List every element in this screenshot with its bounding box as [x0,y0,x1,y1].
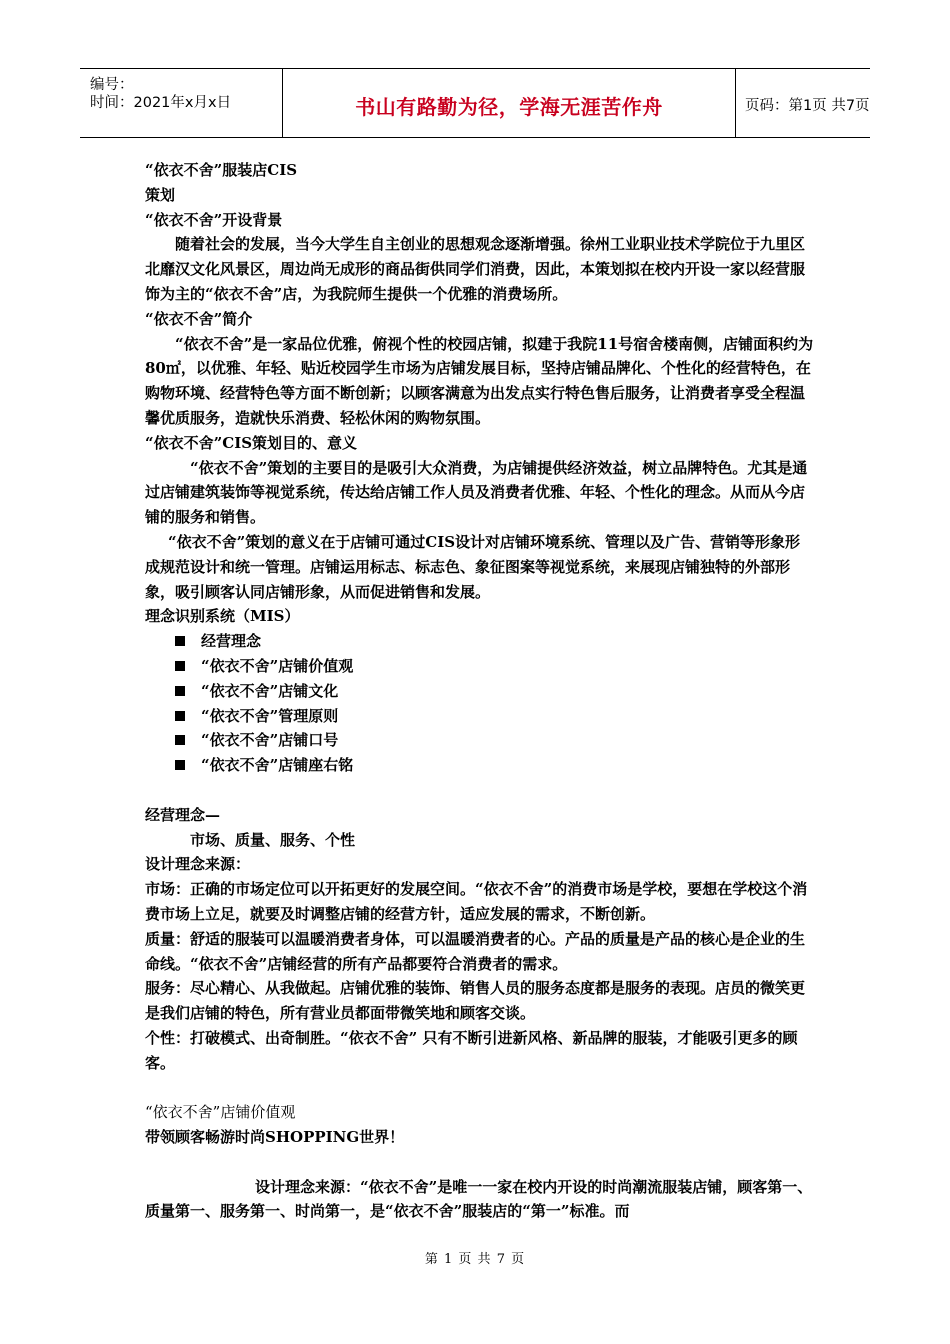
list-item: 经营理念 [145,629,815,654]
doc-title-line2: 策划 [145,185,176,204]
mis-bullet-list [145,629,815,778]
header-motto-cell [282,69,736,137]
list-item: “依衣不舍”管理原则 [145,704,815,729]
paragraph-market: 市场：正确的市场定位可以开拓更好的发展空间。“依衣不舍”的消费市场是学校，要想在学校这个消费市场上立足，就要及时调整店铺的经营方针，适应发展的需求，不断创新。 [145,880,808,923]
heading-intro: “依衣不舍”简介 [145,309,253,328]
document-number-label: 编号： [90,77,134,93]
list-item: “依衣不舍”店铺口号 [145,728,815,753]
header-page-info: 页码：第1页 共7页 [745,98,870,114]
heading-source: 设计理念来源： [145,855,251,874]
bullet-square-icon [175,711,185,721]
header-page-cell [735,69,870,137]
heading-background: “依衣不舍”开设背景 [145,210,283,229]
page-footer: 第 1 页 共 7 页 [424,1252,526,1267]
spacer [145,1075,815,1100]
bullet-square-icon [175,636,185,646]
document-date-label: 时间：2021年x月x日 [90,95,232,111]
list-item: “依衣不舍”店铺文化 [145,679,815,704]
header-motto: 书山有路勤为径，学海无涯苦作舟 [355,95,663,119]
header-meta-cell [80,69,282,137]
spacer [145,778,815,803]
document-body [145,158,815,1224]
paragraph-quality: 质量：舒适的服装可以温暖消费者身体，可以温暖消费者的心。产品的质量是产品的核心是企业的生命线。“依衣不舍”店铺经营的所有产品都要符合消费者的需求。 [145,929,806,973]
heading-purpose: “依衣不舍”CIS策划目的、意义 [145,433,358,452]
paragraph-personality: 个性：打破模式、出奇制胜。“依衣不舍” 只有不断引进新风格、新品牌的服装，才能吸引更多的顾客。 [145,1028,798,1072]
paragraph-values: 设计理念来源：“依衣不舍”是唯一一家在校内开设的时尚潮流服装店铺，顾客第一、质量第一、服务第一、时尚第一，是“依衣不舍”服装店的“第一”标准。而 [145,1177,813,1221]
values-slogan: 带领顾客畅游时尚SHOPPING世界！ [145,1128,405,1147]
heading-values: “依衣不舍”店铺价值观 [145,1103,296,1122]
bullet-square-icon [175,760,185,770]
doc-title-line1: “依衣不舍”服装店CIS [145,161,298,179]
paragraph-service: 服务：尽心精心、从我做起。店铺优雅的装饰、销售人员的服务态度都是服务的表现。店员的微笑更是我们店铺的特色，所有营业员都面带微笑地和顾客交谈。 [145,979,806,1023]
spacer [145,1150,815,1175]
heading-mis: 理念识别系统（MIS） [145,607,300,626]
paragraph-purpose-1: “依衣不舍”策划的主要目的是吸引大众消费，为店铺提供经济效益，树立品牌特色。尤其是通过店铺建筑装饰等视觉系统，传达给店铺工作人员及消费者优雅、年轻、个性化的理念。从而从今店铺的服务和销售。 [145,458,808,527]
list-item: “依衣不舍”店铺座右铭 [145,753,815,778]
bullet-square-icon [175,661,185,671]
page-header [80,68,870,138]
concept-items: 市场、质量、服务、个性 [190,830,356,849]
paragraph-intro: “依衣不舍”是一家品位优雅，俯视个性的校园店铺，拟建于我院11号宿舍楼南侧，店铺面积约为80㎡，以优雅、年轻、贴近校园学生市场为店铺发展目标，坚持店铺品牌化、个性化的经营特色，在购物环境、经营特色等方面不断创新；以顾客满意为出发点实行特色售后服务，让消费者享受全程温馨优质服务，造就快乐消费、轻松休闲的购物氛围。 [145,334,814,427]
list-item: “依衣不舍”店铺价值观 [145,654,815,679]
paragraph-background: 随着社会的发展，当今大学生自主创业的思想观念逐渐增强。徐州工业职业技术学院位于九里区北靡汉文化风景区，周边尚无成形的商品街供同学们消费，因此，本策划拟在校内开设一家以经营服饰为主的“依衣不舍”店，为我院师生提供一个优雅的消费场所。 [145,235,806,303]
bullet-square-icon [175,735,185,745]
paragraph-purpose-2: “依衣不舍”策划的意义在于店铺可通过CIS设计对店铺环境系统、管理以及广告、营销等形象形成规范设计和统一管理。店铺运用标志、标志色、象征图案等视觉系统，来展现店铺独特的外部形象，吸引顾客认同店铺形象，从而促进销售和发展。 [145,532,801,601]
bullet-square-icon [175,686,185,696]
heading-concept: 经营理念— [145,805,221,824]
